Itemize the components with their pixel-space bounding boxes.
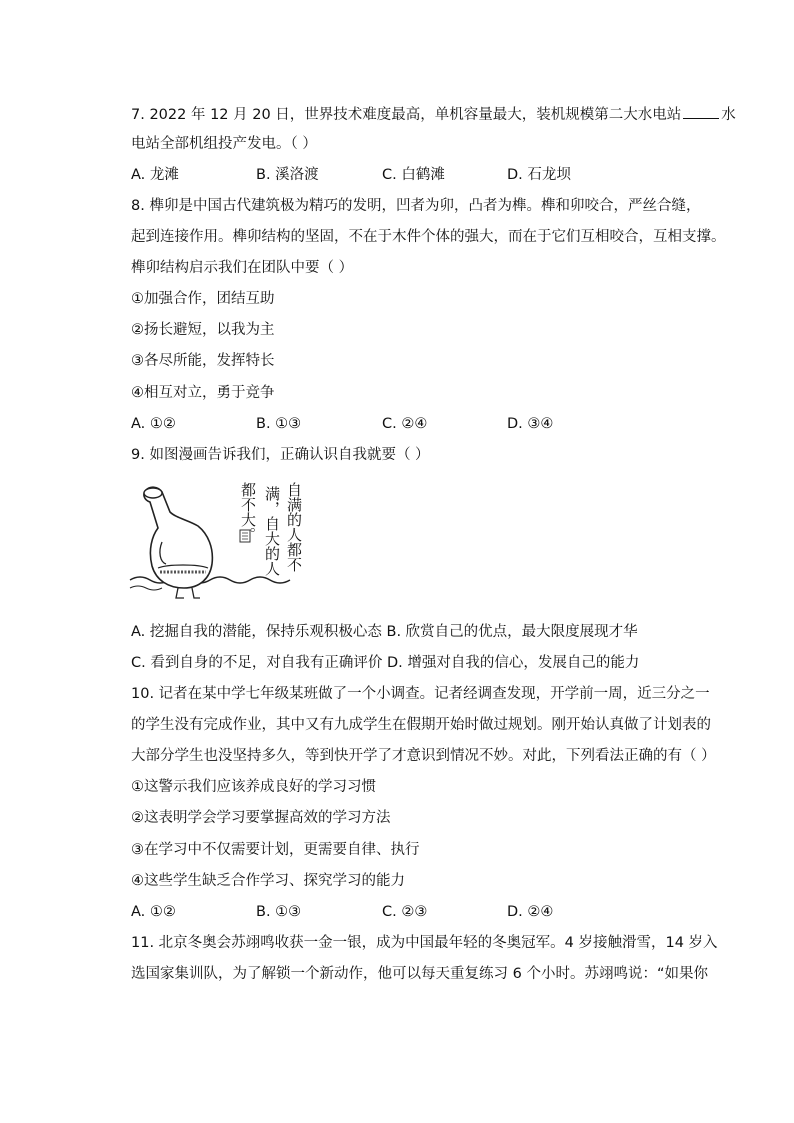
q10-item-4: ④这些学生缺乏合作学习、探究学习的能力 — [131, 873, 405, 889]
q10-line1: 10. 记者在某中学七年级某班做了一个小调查。记者经调查发现，开学前一周，近三分之一 — [131, 686, 710, 702]
q8-option-d: D. ③④ — [507, 416, 554, 432]
bottle-cartoon — [128, 480, 308, 610]
q8-line3: 榫卯结构启示我们在团队中要（ ） — [131, 260, 354, 276]
q8-option-a: A. ①② — [131, 416, 176, 432]
q7-option-b: B. 溪洛渡 — [256, 167, 319, 183]
cartoon-caption-col3: 都不大。 — [239, 482, 257, 542]
q10-option-b: B. ①③ — [256, 904, 302, 920]
q9-line1: 9. 如图漫画告诉我们，正确认识自我就要（ ） — [131, 447, 430, 463]
q7-answer-blank — [683, 104, 719, 119]
cartoon-caption-col1: 自满的人都不 — [285, 482, 303, 572]
q8-item-1: ①加强合作，团结互助 — [131, 291, 275, 307]
q10-item-2: ②这表明学会学习要掌握高效的学习方法 — [131, 810, 391, 826]
q7-option-d: D. 石龙坝 — [507, 167, 571, 183]
q10-option-d: D. ②④ — [507, 904, 554, 920]
q8-item-2: ②扬长避短，以我为主 — [131, 322, 275, 338]
q9-options-line2: C. 看到自身的不足，对自我有正确评价 D. 增强对自我的信心，发展自己的能力 — [131, 655, 640, 671]
q10-option-c: C. ②③ — [382, 904, 428, 920]
q11-line2: 选国家集训队，为了解锁一个新动作，他可以每天重复练习 6 个小时。苏翊鸣说：“如果你 — [131, 966, 708, 982]
q10-line3: 大部分学生也没坚持多久，等到快开学了才意识到情况不妙。对此，下列看法正确的有（ ） — [131, 748, 716, 764]
q11-line1: 11. 北京冬奥会苏翊鸣收获一金一银，成为中国最年轻的冬奥冠军。4 岁接触滑雪，14 岁入 — [131, 935, 718, 951]
q8-item-3: ③各尽所能，发挥特长 — [131, 353, 275, 369]
q8-line2: 起到连接作用。榫卯结构的坚固，不在于木件个体的强大，而在于它们互相咬合，互相支撑。 — [131, 229, 726, 245]
q7-option-a: A. 龙滩 — [131, 167, 179, 183]
q7-option-c: C. 白鹤滩 — [382, 167, 445, 183]
q7-line2: 电站全部机组投产发电。（ ） — [131, 136, 317, 152]
q10-item-1: ①这警示我们应该养成良好的学习习惯 — [131, 779, 376, 795]
q9-options-line1: A. 挖掘自我的潜能，保持乐观积极心态 B. 欣赏自己的优点，最大限度展现才华 — [131, 624, 638, 640]
q10-item-3: ③在学习中不仅需要计划，更需要自律、执行 — [131, 842, 420, 858]
q8-line1: 8. 榫卯是中国古代建筑极为精巧的发明，凹者为卯，凸者为榫。榫和卯咬合，严丝合缝， — [131, 198, 701, 214]
q8-option-b: B. ①③ — [256, 416, 302, 432]
q10-line2: 的学生没有完成作业，其中又有九成学生在假期开始时做过规划。刚开始认真做了计划表的 — [131, 717, 711, 733]
q8-option-c: C. ②④ — [382, 416, 428, 432]
q8-item-4: ④相互对立，勇于竞争 — [131, 385, 275, 401]
q7-line1-pre: 7. 2022 年 12 月 20 日，世界技术难度最高，单机容量最大，装机规模第二大水电站 — [131, 107, 682, 123]
q7-line1-post: 水 — [721, 107, 736, 123]
cartoon-caption-col2: 满，自大的人 — [263, 486, 281, 576]
bottle-cartoon-drawing — [128, 480, 308, 610]
q7-line1 — [131, 104, 736, 125]
q10-option-a: A. ①② — [131, 904, 176, 920]
